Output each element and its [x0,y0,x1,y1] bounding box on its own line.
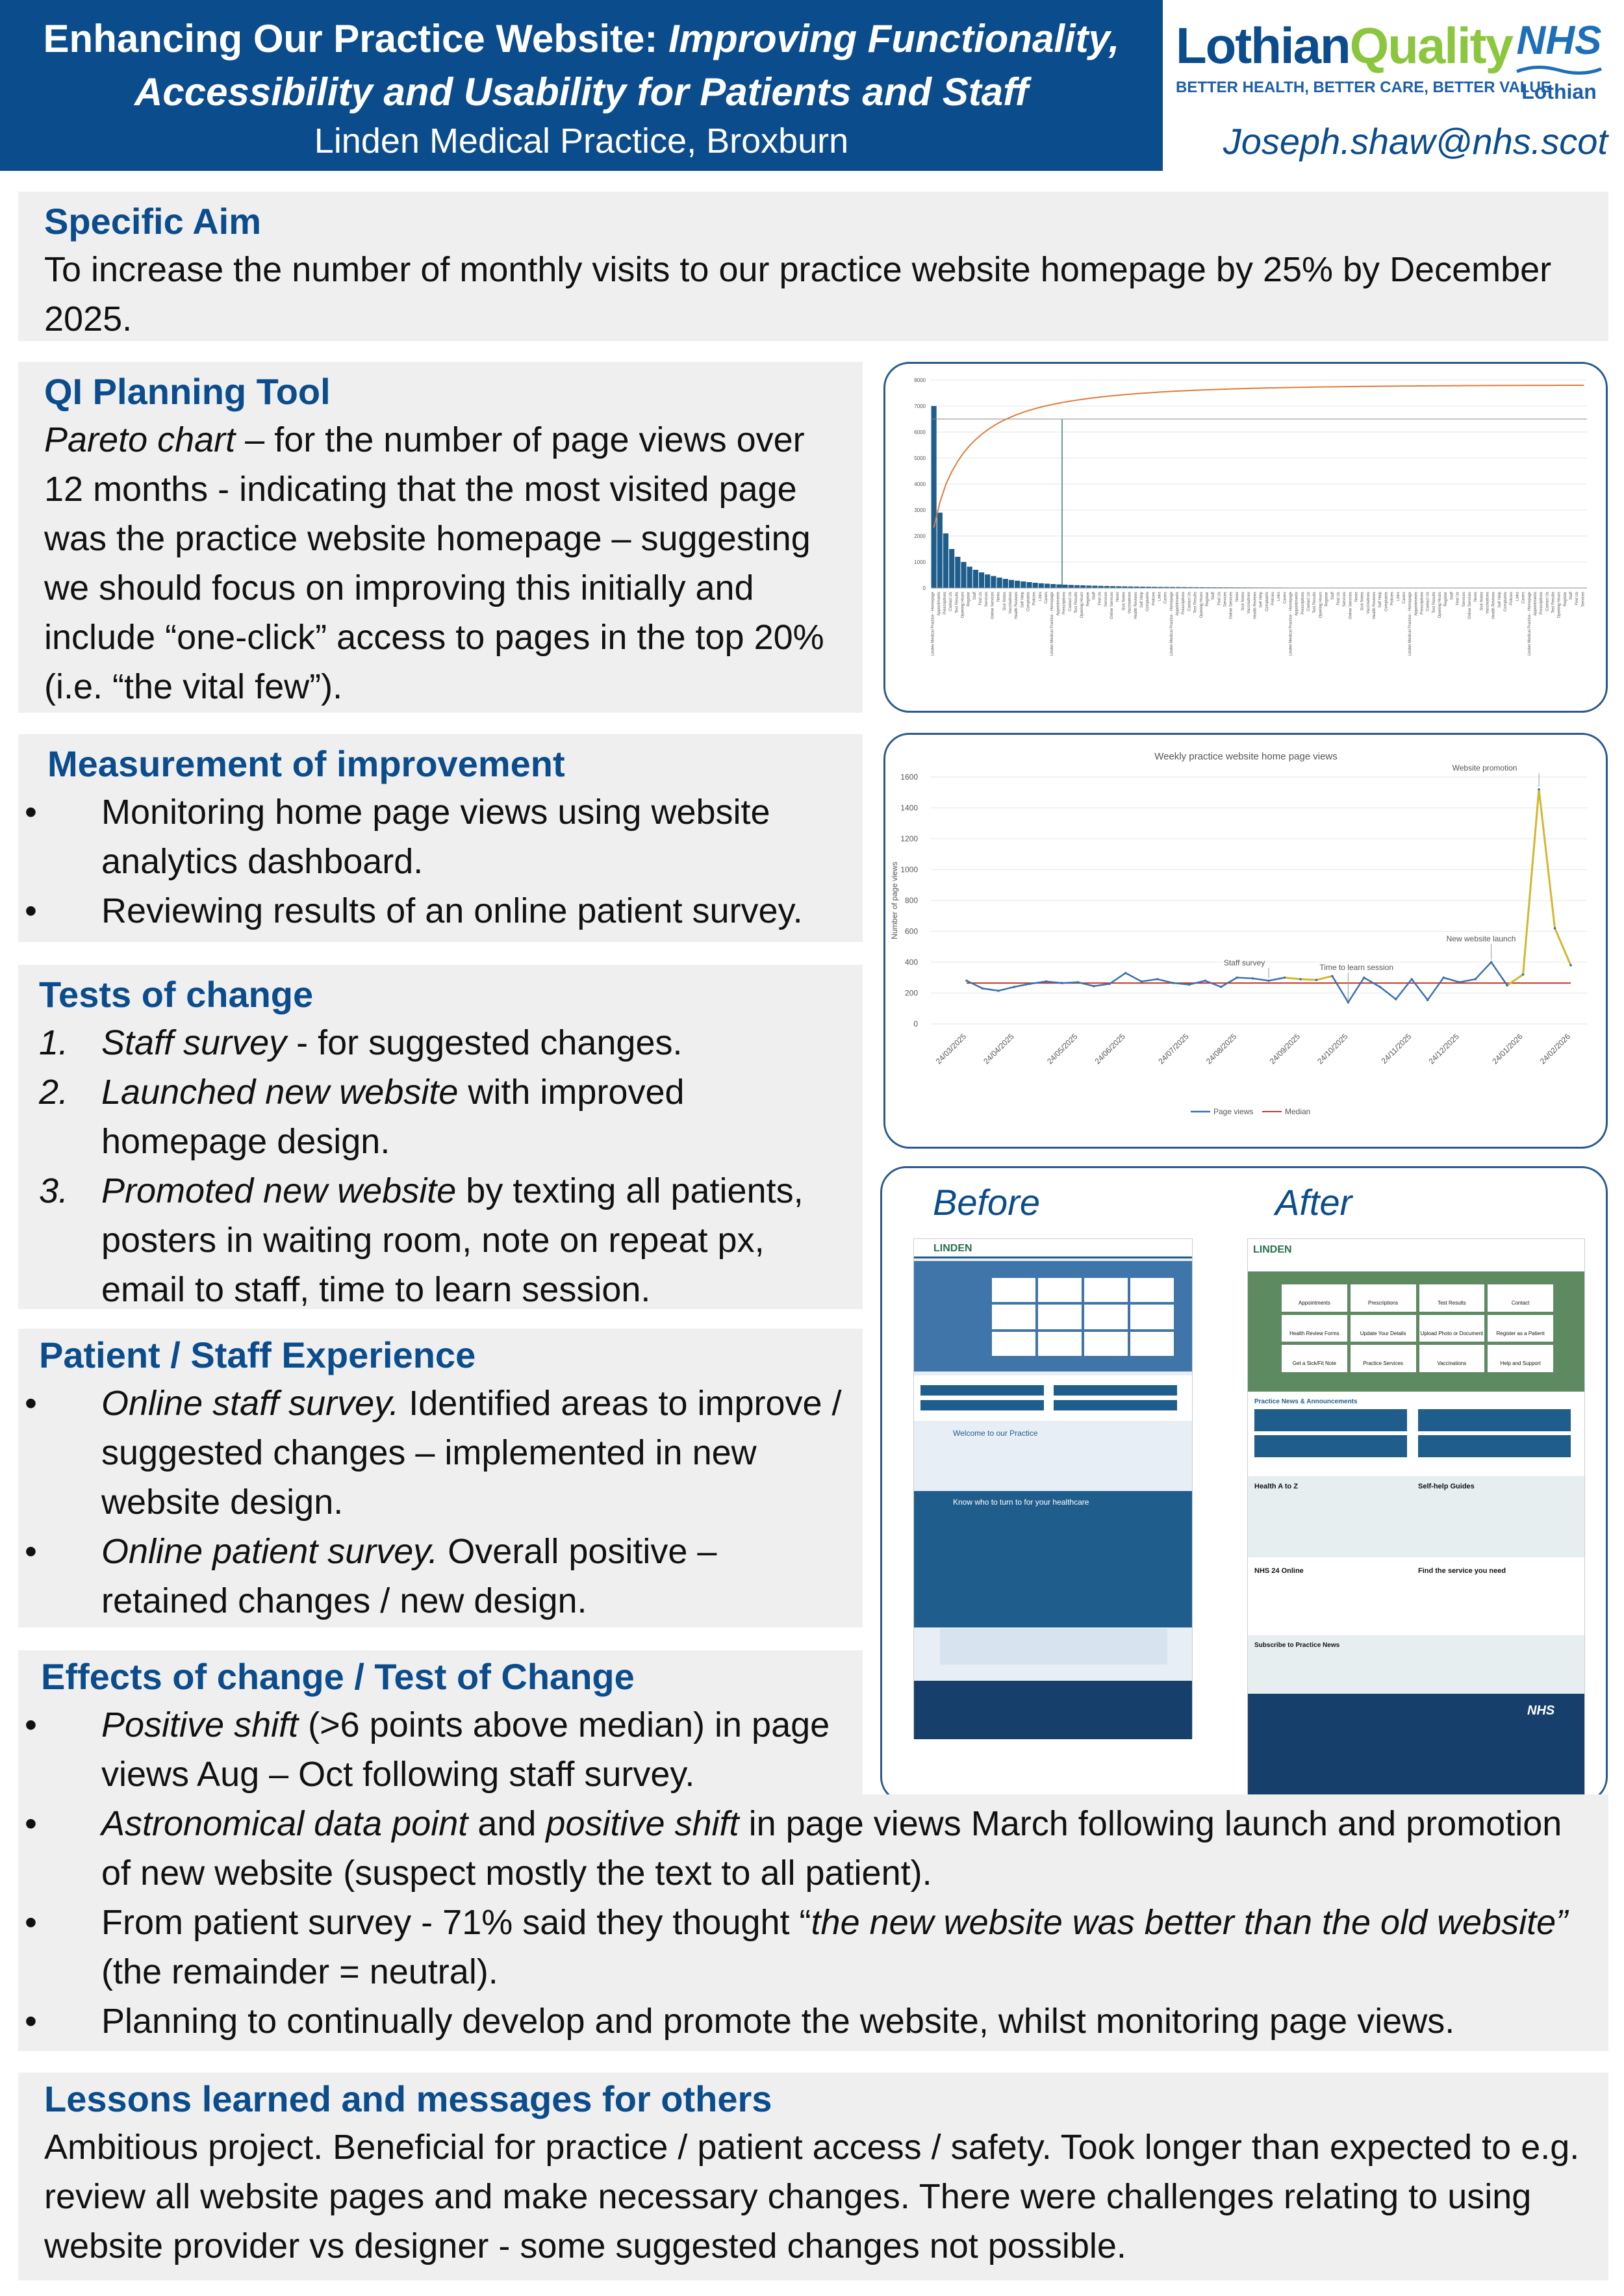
x-tick-label: Register [967,592,971,607]
x-tick-label: Linden Medical Practice - Homepage [1050,592,1055,656]
data-point [1029,982,1032,985]
x-tick-label: Self Help [1139,592,1144,608]
list-item: • Online staff survey. Identified areas to improve / suggested changes – implemented in new website design. [25,1384,842,1522]
chart-title: Weekly practice website home page views [1154,751,1338,762]
x-tick-label: Vaccinations [1128,592,1132,614]
data-point [1077,981,1080,984]
data-point [1458,981,1461,984]
x-tick-label: Appointments [937,592,941,616]
x-tick-label: Prescriptions [1540,592,1544,615]
pareto-bar [985,574,990,588]
x-tick-label: Vaccinations [1008,592,1013,614]
list-item: 3. Promoted new website by texting all patients, posters in waiting room, note on repeat px, email to staff, time to learn session. [39,1171,804,1309]
x-tick-label: Find Us [979,592,983,606]
y-tick-label: 0 [922,585,926,591]
annotation-label: Staff survey [1224,958,1265,967]
data-point [1204,980,1206,982]
section-text: Ambitious project. Beneficial for practice / patient access / safety. Took longer than expected to e.g. review all website pages and make necessary changes. There were challenges relating to using website provider vs designer - some suggested changes not possible. [44,2128,1580,2265]
x-tick-label: Online Services [1349,592,1353,620]
x-tick-label: Register [1563,592,1567,607]
data-point [1172,982,1174,984]
section-heading: Specific Aim [44,201,262,242]
x-tick-label: Contact Us [1307,592,1312,611]
data-point [1124,972,1127,975]
y-tick-label: 800 [904,896,918,905]
data-point [1299,978,1302,980]
x-tick-label: Services [1223,592,1228,607]
data-point [1252,977,1254,980]
experience-panel [18,1329,863,1627]
pareto-bar [1021,581,1026,588]
x-tick-label: Staff [972,592,977,600]
x-tick-label: Health Reviews [1015,592,1019,619]
pareto-bar [1003,579,1008,588]
x-tick-label: Opening Hours [1557,592,1562,619]
after-tile-grid: Appointments Prescriptions Test Results Contact Health Review Forms Update Your Details Upload Photo or Document Register as a Patient Get a Sick/Fit Note Practice Services Vaccinations Help and Support [1282,1284,1553,1372]
x-tick-label: 24/12/2025 [1427,1032,1461,1066]
data-point [1490,961,1493,963]
data-point [1474,978,1477,980]
x-tick-label: Links [1158,592,1162,602]
x-tick-label: Prescriptions [1062,592,1067,615]
x-tick-label: Carers [1283,592,1288,604]
x-tick-label: Health Reviews [1491,592,1496,619]
x-tick-label: Opening Hours [1199,592,1204,619]
x-tick-label: Policies [1032,592,1037,606]
contact-email[interactable]: Joseph.shaw@nhs.scot [1223,121,1608,162]
data-point [1506,984,1508,987]
x-tick-label: Linden Medical Practice - Homepage [1289,592,1293,656]
x-tick-label: Linden Medical Practice - Homepage [931,592,935,656]
list-item: 1. Staff survey - for suggested changes. [39,1023,683,1062]
data-point [1427,999,1429,1001]
legend-label: Median [1285,1107,1311,1116]
x-tick-label: News [1116,592,1121,602]
data-point [1395,998,1397,1001]
list-item: 2. Launched new website with improved homepage design. [39,1073,685,1161]
data-point [1156,978,1159,980]
x-tick-label: Opening Hours [1438,592,1443,619]
pareto-bar [955,557,960,588]
effects-content [18,1650,1608,2046]
x-tick-label: Sick Notes [1122,592,1126,611]
data-point [1045,980,1048,983]
y-tick-label: 8000 [914,377,926,383]
x-tick-label: Linden Medical Practice - Homepage [1527,592,1532,656]
section-heading: Tests of change [39,974,314,1015]
x-tick-label: Test Results [1432,592,1436,613]
annotation-label: Website promotion [1452,763,1517,772]
x-tick-label: 24/09/2025 [1267,1032,1302,1066]
x-tick-label: Policies [1510,592,1514,606]
x-tick-label: Prescriptions [943,592,947,615]
x-tick-label: Contact Us [949,592,954,611]
y-tick-label: 200 [904,988,918,998]
y-tick-label: 4000 [914,481,926,487]
section-text: Pareto chart – for the number of page views over 12 months - indicating that the most visited page was the practice website homepage – suggesting we should focus on improving this initially and include “one-click” access to pages in the top 20% (i.e. “the vital few”). [44,420,824,706]
x-tick-label: 24/01/2026 [1490,1032,1525,1066]
pareto-bar [1050,584,1056,588]
y-axis-label: Number of page views [890,861,899,939]
section-heading: Patient / Staff Experience [39,1334,476,1375]
x-tick-label: Contact Us [1068,592,1072,611]
y-tick-label: 600 [904,926,918,936]
x-tick-label: Contact Us [1426,592,1430,611]
pareto-chart-frame [883,362,1608,713]
x-tick-label: Appointments [1533,592,1538,616]
x-tick-label: Policies [1390,592,1395,606]
x-tick-label: Find Us [1575,592,1580,606]
x-tick-label: Health Reviews [1134,592,1138,619]
x-tick-label: Services [1462,592,1466,607]
x-tick-label: Find Us [1456,592,1460,606]
pareto-bar [1009,580,1014,588]
pareto-bar [943,533,948,588]
x-tick-label: Online Services [1229,592,1234,620]
x-tick-label: Complaints [1026,592,1031,612]
cumulative-line [934,385,1584,528]
nhs-wave-icon [1514,64,1605,77]
x-tick-label: Prescriptions [1420,592,1425,615]
pareto-bar [1045,583,1050,588]
data-point [1522,973,1525,976]
x-tick-label: Links [1516,592,1520,602]
shift-highlight-2 [1507,789,1571,986]
pareto-bar [1074,585,1080,588]
x-tick-label: Services [1581,592,1586,607]
x-tick-label: Links [1277,592,1282,602]
x-tick-label: Sick Notes [1480,592,1484,611]
data-point [1315,979,1318,982]
x-tick-label: Sick Notes [1241,592,1246,611]
shift-highlight-1 [1284,976,1332,980]
x-tick-label: Complaints [1384,592,1389,612]
x-tick-label: Services [985,592,989,607]
x-tick-label: Online Services [991,592,995,620]
x-tick-label: Register [1444,592,1449,607]
y-tick-label: 5000 [914,455,926,461]
section-text: To increase the number of monthly visits to our practice website homepage by 25% by December 2025. [44,250,1552,338]
x-tick-label: Sick Notes [1360,592,1365,611]
pareto-bar [1069,585,1074,588]
data-point [1267,980,1270,982]
y-tick-label: 0 [913,1019,918,1028]
x-tick-label: Register [1325,592,1329,607]
x-tick-label: Appointments [1056,592,1061,616]
pareto-bar [967,567,972,588]
pareto-bar [997,578,1002,588]
section-heading: Lessons learned and messages for others [44,2078,772,2119]
pareto-chart [885,364,1606,711]
legend-label: Page views [1213,1107,1254,1116]
x-tick-label: Staff [1092,592,1097,600]
x-tick-label: 24/10/2025 [1315,1032,1350,1066]
x-tick-label: News [1474,592,1478,602]
qi-planning-panel [18,362,863,713]
x-tick-label: Links [1396,592,1401,602]
x-tick-label: Health Reviews [1373,592,1377,619]
x-tick-label: Links [1038,592,1043,602]
y-tick-label: 2000 [914,533,926,539]
x-tick-label: Services [1104,592,1108,607]
section-heading: Measurement of improvement [47,743,565,784]
section-heading: QI Planning Tool [44,371,331,412]
x-tick-label: Staff [1212,592,1216,600]
data-point [1410,978,1413,980]
list-item: • Positive shift (>6 points above median) in page views Aug – Oct following staff survey. [25,1705,830,1794]
list-item: • Reviewing results of an online patient survey. [25,891,803,930]
data-point [1093,985,1095,988]
x-tick-label: Prescriptions [1300,592,1305,615]
list-item: • Astronomical data point and positive shift in page views March following launch and promotion of new website (suspect mostly the text to all patient). [25,1804,1562,1893]
x-tick-label: Opening Hours [961,592,965,619]
data-point [1108,982,1111,985]
tests-of-change-panel [18,965,863,1309]
data-point [982,988,984,990]
x-tick-label: 24/11/2025 [1379,1032,1414,1065]
x-tick-label: Policies [1271,592,1275,606]
x-tick-label: Test Results [1551,592,1556,613]
after-website-screenshot: LINDEN Appointments Prescriptions Test Results Contact Health Review Forms Update Your Details Upload Photo or Document Register as a Patient Get a Sick/Fit Note Practice Services Vaccinations Help and Support Practice News & Announcements Health A to Z Self-help Guides NHS 24 Online Find the service you need Subscribe to Practice News NHS [1247,1238,1585,1797]
nhs-lothian-logo: NHS Lothian [1507,18,1611,103]
data-point [1236,976,1238,979]
x-tick-label: News [1235,592,1239,602]
pareto-bar [979,572,984,588]
x-tick-label: Opening Hours [1080,592,1085,619]
y-tick-label: 1000 [914,559,926,565]
x-tick-label: Linden Medical Practice - Homepage [1169,592,1174,656]
lessons-panel [18,2073,1608,2280]
x-tick-label: Contact Us [1187,592,1192,611]
y-tick-label: 400 [904,958,918,967]
subtitle: Linden Medical Practice, Broxburn [314,121,849,160]
data-point [1331,975,1334,978]
data-point [1379,986,1382,988]
x-tick-label: Opening Hours [1319,592,1323,619]
annotation-label: Time to learn session [1319,963,1394,972]
x-tick-label: 24/08/2025 [1204,1032,1239,1066]
x-tick-label: Vaccinations [1486,592,1490,614]
x-tick-label: 24/04/2025 [982,1032,1016,1066]
x-tick-label: Policies [1152,592,1156,606]
x-tick-label: Services [1343,592,1347,607]
data-point [1554,927,1556,930]
x-tick-label: Complaints [1265,592,1269,612]
x-tick-label: Appointments [1295,592,1299,616]
before-label: Before [933,1182,1040,1223]
pareto-bar [1063,585,1068,588]
pareto-bar [932,406,937,588]
data-point [1220,986,1223,988]
y-tick-label: 1000 [900,865,918,874]
lothian-quality-logo: LothianQuality BETTER HEALTH, BETTER CARE, BETTER VALUE [1176,17,1551,96]
x-tick-label: Complaints [1146,592,1150,612]
x-tick-label: Prescriptions [1182,592,1186,615]
data-point [1061,982,1063,984]
x-tick-label: Appointments [1414,592,1419,616]
x-tick-label: Complaints [1504,592,1508,612]
data-point [1140,980,1143,983]
pareto-bar [1033,583,1038,588]
x-tick-label: 24/03/2025 [933,1032,969,1066]
section-heading: Effects of change / Test of Change [41,1656,635,1697]
y-tick-label: 6000 [914,429,926,435]
data-point [965,980,968,982]
x-tick-label: Self Help [1497,592,1502,608]
after-label: After [1275,1182,1352,1223]
pareto-bar [1080,585,1085,588]
x-tick-label: Carers [1045,592,1049,604]
x-tick-label: News [996,592,1001,602]
pareto-bar [1026,582,1032,588]
x-tick-label: 24/05/2025 [1045,1032,1080,1066]
x-tick-label: Linden Medical Practice - Homepage [1408,592,1413,656]
y-tick-label: 1200 [900,834,918,843]
x-tick-label: Register [1086,592,1091,607]
data-point [1363,976,1365,979]
x-tick-label: Sick Notes [1002,592,1007,611]
data-point [1569,964,1572,967]
data-point [1442,976,1445,979]
x-tick-label: 24/07/2025 [1156,1032,1191,1066]
data-point [1284,976,1286,979]
x-tick-label: Find Us [1217,592,1222,606]
pareto-bar [1092,586,1097,588]
pareto-bar [961,562,966,588]
pareto-bar [1056,584,1061,588]
x-tick-label: Find Us [1098,592,1102,606]
pareto-bar [1086,585,1091,588]
x-tick-label: Contact Us [1545,591,1550,611]
y-tick-label: 7000 [914,403,926,409]
x-tick-label: Self Help [1259,592,1263,608]
poster-header [0,0,1163,171]
x-tick-label: Find Us [1336,592,1341,606]
x-tick-label: Test Results [1193,592,1198,613]
data-point [1347,1001,1350,1004]
x-tick-label: Appointments [1176,592,1180,616]
x-tick-label: Test Results [1313,592,1317,613]
data-point [1188,984,1191,986]
pareto-bar [1015,581,1020,588]
x-tick-label: Carers [1521,592,1526,604]
title-line-2: Accessibility and Usability for Patients and Staff [134,70,1028,114]
measurement-panel [18,734,863,942]
x-tick-label: Staff [1330,592,1335,600]
annotation-label: New website launch [1446,934,1516,943]
pareto-bar [973,570,978,588]
x-tick-label: Health Reviews [1253,592,1258,619]
data-point [997,989,1000,992]
specific-aim-panel [18,192,1608,341]
list-item: • Monitoring home page views using website analytics dashboard. [25,793,770,881]
x-tick-label: Staff [1450,592,1454,600]
x-tick-label: 24/06/2025 [1093,1032,1127,1066]
x-tick-label: Online Services [1467,592,1472,620]
x-tick-label: 24/02/2026 [1538,1032,1573,1066]
x-tick-label: Register [1205,592,1210,607]
x-tick-label: Vaccinations [1366,592,1371,614]
y-tick-label: 3000 [914,507,926,513]
title-line-1: Enhancing Our Practice Website: Improving Functionality, [43,17,1120,60]
x-tick-label: News [1354,592,1359,602]
x-tick-label: Test Results [955,592,959,613]
x-tick-label: Test Results [1074,592,1078,613]
x-tick-label: Self Help [1021,592,1025,608]
x-tick-label: Online Services [1110,592,1115,620]
data-point [1538,788,1540,791]
run-chart [885,735,1606,1147]
pareto-bar [949,549,954,588]
y-tick-label: 1400 [900,803,918,813]
x-tick-label: Self Help [1378,592,1383,608]
list-item: • Planning to continually develop and promote the website, whilst monitoring page views. [25,2002,1455,2041]
x-tick-label: Staff [1569,592,1574,600]
pareto-bar [937,513,943,588]
x-tick-label: Carers [1163,592,1168,604]
y-tick-label: 1600 [900,772,918,782]
list-item: • From patient survey - 71% said they thought “the new website was better than the old website” (the remainder = neutral). [25,1903,1568,1991]
x-tick-label: Carers [1402,592,1406,604]
data-point [1013,986,1016,988]
list-item: • Online patient survey. Overall positive – retained changes / new design. [25,1532,717,1620]
pareto-bar [1039,583,1044,588]
pareto-bar [991,576,996,588]
run-chart-frame [883,733,1608,1149]
before-website-screenshot: LINDEN Welcome to our Practice Know who to turn to for your healthcare [913,1238,1193,1739]
x-tick-label: Vaccinations [1247,592,1252,614]
